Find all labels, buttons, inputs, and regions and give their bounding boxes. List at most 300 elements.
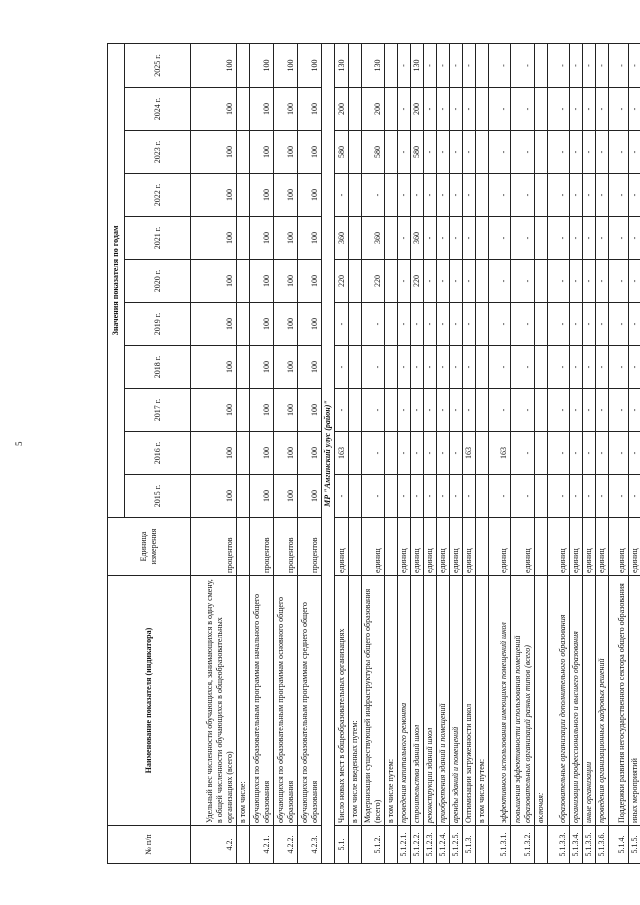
row-number: 5.1.2.3.: [424, 826, 437, 864]
header-year: 2018 г.: [125, 346, 191, 389]
row-value: 100: [250, 432, 274, 475]
row-value: -: [511, 43, 535, 87]
row-value: -: [583, 389, 596, 432]
row-value: 100: [191, 88, 237, 131]
row-value: 100: [250, 475, 274, 518]
row-value: -: [424, 260, 437, 303]
row-number: [476, 826, 489, 864]
row-value: [349, 131, 362, 174]
row-name: включая:: [535, 576, 548, 826]
header-year: 2023 г.: [125, 131, 191, 174]
row-name: повышения эффективности использования помещений образовательных организаций разных типов (всего): [511, 576, 535, 826]
row-value: [535, 43, 548, 87]
row-value: 130: [411, 43, 424, 87]
row-value: [237, 432, 250, 475]
row-value: -: [411, 174, 424, 217]
row-value: -: [335, 174, 349, 217]
row-unit: процентов: [298, 518, 322, 576]
row-value: 100: [274, 303, 298, 346]
row-number: 4.2.1.: [250, 826, 274, 864]
row-name: организации профессионального и высшего образования: [570, 576, 583, 826]
row-value: -: [570, 346, 583, 389]
row-value: [385, 174, 398, 217]
row-value: -: [362, 303, 385, 346]
row-value: -: [398, 346, 411, 389]
row-value: -: [463, 260, 476, 303]
table-body-part-a: [191, 43, 322, 863]
row-value: -: [548, 43, 570, 87]
row-unit: [535, 518, 548, 576]
row-value: -: [629, 88, 640, 131]
row-value: 100: [191, 217, 237, 260]
row-value: [476, 303, 489, 346]
row-value: -: [463, 174, 476, 217]
row-value: 100: [191, 303, 237, 346]
row-value: [476, 475, 489, 518]
row-value: 100: [298, 43, 322, 87]
row-unit: единиц: [398, 518, 411, 576]
row-value: 100: [298, 174, 322, 217]
row-value: [535, 432, 548, 475]
row-value: -: [489, 131, 511, 174]
row-value: -: [511, 303, 535, 346]
row-value: -: [511, 260, 535, 303]
row-value: -: [609, 432, 629, 475]
row-value: [237, 389, 250, 432]
row-value: [349, 217, 362, 260]
row-unit: единиц: [424, 518, 437, 576]
row-value: 220: [335, 260, 349, 303]
row-value: [476, 131, 489, 174]
row-number: 5.1.3.5.: [583, 826, 596, 864]
table-row: [274, 43, 298, 863]
row-value: 100: [250, 174, 274, 217]
row-value: [476, 174, 489, 217]
row-value: [237, 260, 250, 303]
row-value: 220: [362, 260, 385, 303]
row-unit: [476, 518, 489, 576]
row-number: 4.2.2.: [274, 826, 298, 864]
row-value: -: [437, 174, 450, 217]
row-value: 220: [411, 260, 424, 303]
row-value: 100: [298, 303, 322, 346]
row-value: 360: [362, 217, 385, 260]
row-value: -: [398, 131, 411, 174]
row-unit: [349, 518, 362, 576]
row-value: -: [437, 475, 450, 518]
row-unit: единиц: [411, 518, 424, 576]
row-name: иных мероприятий: [629, 576, 640, 826]
row-number: 5.1.5.: [629, 826, 640, 864]
row-value: [385, 346, 398, 389]
row-name: Удельный вес численности обучающихся, занимающихся в одну смену, в общей численности обучающихся в общеобразовательных организациях (всего): [191, 576, 237, 826]
table-row: [335, 43, 349, 863]
row-value: -: [548, 131, 570, 174]
row-value: -: [424, 346, 437, 389]
row-value: -: [583, 217, 596, 260]
row-value: -: [629, 303, 640, 346]
row-value: 100: [250, 389, 274, 432]
row-name: в том числе путем:: [385, 576, 398, 826]
table-row: [250, 43, 274, 863]
row-value: -: [411, 475, 424, 518]
row-value: -: [489, 260, 511, 303]
row-value: -: [583, 174, 596, 217]
row-value: [385, 432, 398, 475]
row-value: 100: [191, 346, 237, 389]
row-value: 163: [463, 432, 476, 475]
row-value: -: [398, 303, 411, 346]
row-name: в том числе введенных путем:: [349, 576, 362, 826]
row-name: приобретения зданий и помещений: [437, 576, 450, 826]
row-value: -: [596, 43, 609, 87]
row-value: -: [609, 88, 629, 131]
row-name: проведения капитального ремонта: [398, 576, 411, 826]
header-year: 2015 г.: [125, 475, 191, 518]
row-value: -: [489, 346, 511, 389]
row-unit: единиц: [583, 518, 596, 576]
row-value: [476, 432, 489, 475]
row-value: -: [548, 303, 570, 346]
header-year: 2019 г.: [125, 303, 191, 346]
row-unit: единиц: [629, 518, 640, 576]
row-value: [385, 131, 398, 174]
row-value: -: [548, 346, 570, 389]
table-row: [629, 43, 640, 863]
row-value: [476, 88, 489, 131]
header-year: 2022 г.: [125, 174, 191, 217]
row-value: -: [629, 346, 640, 389]
row-value: -: [362, 432, 385, 475]
row-unit: [237, 518, 250, 576]
row-value: [535, 303, 548, 346]
row-value: -: [629, 475, 640, 518]
row-value: [237, 88, 250, 131]
row-value: -: [596, 303, 609, 346]
header-num: № п/п: [108, 826, 191, 864]
header-year: 2024 г.: [125, 88, 191, 131]
row-name: Оптимизации загруженности школ: [463, 576, 476, 826]
row-value: -: [596, 389, 609, 432]
row-value: [349, 260, 362, 303]
row-unit: процентов: [250, 518, 274, 576]
row-value: -: [629, 174, 640, 217]
row-value: -: [450, 43, 463, 87]
row-number: 5.1.: [335, 826, 349, 864]
header-year: 2021 г.: [125, 217, 191, 260]
row-value: -: [489, 217, 511, 260]
row-value: 360: [411, 217, 424, 260]
row-value: -: [596, 174, 609, 217]
row-value: -: [570, 174, 583, 217]
header-year: 2020 г.: [125, 260, 191, 303]
row-value: 100: [191, 174, 237, 217]
row-value: -: [583, 43, 596, 87]
row-value: -: [548, 432, 570, 475]
row-value: -: [398, 217, 411, 260]
row-value: 100: [298, 389, 322, 432]
row-value: [237, 346, 250, 389]
row-value: -: [450, 88, 463, 131]
row-value: 100: [250, 303, 274, 346]
row-value: [237, 303, 250, 346]
row-value: -: [570, 475, 583, 518]
row-value: 100: [274, 432, 298, 475]
row-value: 100: [191, 432, 237, 475]
row-value: -: [511, 475, 535, 518]
row-value: [385, 475, 398, 518]
row-value: [476, 43, 489, 87]
row-value: [237, 43, 250, 87]
row-value: -: [437, 303, 450, 346]
row-value: 100: [274, 131, 298, 174]
row-value: -: [398, 88, 411, 131]
row-value: -: [450, 346, 463, 389]
row-value: -: [596, 346, 609, 389]
row-number: 4.2.3.: [298, 826, 322, 864]
row-value: 100: [250, 131, 274, 174]
row-value: -: [609, 475, 629, 518]
row-value: 130: [362, 43, 385, 87]
page-number: 5: [14, 441, 24, 446]
row-unit: единиц: [596, 518, 609, 576]
row-name: в том числе:: [237, 576, 250, 826]
row-value: 580: [411, 131, 424, 174]
row-value: 100: [191, 389, 237, 432]
row-unit: единиц: [489, 518, 511, 576]
row-value: -: [463, 475, 476, 518]
row-unit: единиц: [450, 518, 463, 576]
row-value: -: [596, 475, 609, 518]
row-unit: процентов: [274, 518, 298, 576]
row-value: -: [570, 88, 583, 131]
row-name: обучающихся по образовательным программам среднего общего образования: [298, 576, 322, 826]
row-value: [349, 303, 362, 346]
row-value: 100: [298, 217, 322, 260]
row-value: [237, 475, 250, 518]
row-value: [385, 88, 398, 131]
row-value: -: [570, 303, 583, 346]
row-value: -: [362, 346, 385, 389]
row-value: -: [424, 43, 437, 87]
row-value: -: [437, 43, 450, 87]
row-value: 100: [191, 475, 237, 518]
rotated-table-container: [107, 44, 639, 864]
row-number: 5.1.2.2.: [411, 826, 424, 864]
row-value: [349, 346, 362, 389]
row-value: -: [424, 432, 437, 475]
row-value: -: [489, 475, 511, 518]
row-value: -: [570, 260, 583, 303]
row-value: [237, 174, 250, 217]
row-value: -: [463, 346, 476, 389]
row-value: -: [398, 174, 411, 217]
row-value: -: [511, 217, 535, 260]
row-value: -: [570, 217, 583, 260]
row-value: [385, 43, 398, 87]
row-value: -: [489, 174, 511, 217]
row-value: -: [450, 217, 463, 260]
row-value: [349, 174, 362, 217]
row-value: 163: [335, 432, 349, 475]
row-number: 5.1.3.1.: [489, 826, 511, 864]
row-value: -: [609, 217, 629, 260]
row-value: -: [570, 131, 583, 174]
row-value: [535, 346, 548, 389]
table-row: [548, 43, 570, 863]
row-name: эффективного использования имеющихся помещений школ: [489, 576, 511, 826]
row-value: -: [596, 260, 609, 303]
row-unit: единиц: [570, 518, 583, 576]
table-row: [450, 43, 463, 863]
row-value: 163: [489, 432, 511, 475]
row-unit: единиц: [511, 518, 535, 576]
row-value: [476, 389, 489, 432]
table-row: [298, 43, 322, 863]
row-value: -: [450, 389, 463, 432]
row-value: -: [609, 260, 629, 303]
row-name: реконструкции зданий школ: [424, 576, 437, 826]
row-value: 130: [335, 43, 349, 87]
row-value: -: [450, 475, 463, 518]
row-value: -: [335, 389, 349, 432]
row-value: -: [463, 131, 476, 174]
row-value: -: [398, 260, 411, 303]
header-years-group: Значения показателя по годам: [108, 43, 125, 517]
table-row: [437, 43, 450, 863]
table-row: [362, 43, 385, 863]
row-value: [535, 260, 548, 303]
row-value: -: [424, 389, 437, 432]
row-value: -: [463, 389, 476, 432]
row-value: -: [437, 217, 450, 260]
table-row: [191, 43, 237, 863]
row-value: -: [629, 389, 640, 432]
row-value: [237, 217, 250, 260]
row-value: -: [411, 389, 424, 432]
row-value: -: [437, 260, 450, 303]
row-number: 5.1.2.4.: [437, 826, 450, 864]
row-value: -: [489, 389, 511, 432]
row-name: иные организации: [583, 576, 596, 826]
row-value: 100: [298, 432, 322, 475]
row-value: 360: [335, 217, 349, 260]
row-value: -: [424, 217, 437, 260]
row-value: 100: [250, 260, 274, 303]
row-number: [237, 826, 250, 864]
row-value: -: [583, 260, 596, 303]
row-value: -: [609, 303, 629, 346]
row-number: 5.1.3.3.: [548, 826, 570, 864]
row-value: -: [362, 174, 385, 217]
row-value: -: [548, 389, 570, 432]
row-value: 200: [411, 88, 424, 131]
row-value: -: [609, 131, 629, 174]
row-value: 100: [298, 475, 322, 518]
row-unit: единиц: [463, 518, 476, 576]
table-row: [424, 43, 437, 863]
row-name: аренды зданий и помещений: [450, 576, 463, 826]
row-value: -: [450, 260, 463, 303]
header-year: 2016 г.: [125, 432, 191, 475]
row-number: [349, 826, 362, 864]
row-value: -: [548, 88, 570, 131]
row-number: 4.2.: [191, 826, 237, 864]
row-name: проведения организационных кадровых решений: [596, 576, 609, 826]
row-value: 100: [191, 43, 237, 87]
row-value: -: [609, 389, 629, 432]
row-value: -: [450, 131, 463, 174]
rotated-sheet: [107, 44, 639, 864]
row-value: -: [437, 346, 450, 389]
table-row: [583, 43, 596, 863]
row-unit: единиц: [335, 518, 349, 576]
row-number: 5.1.3.4.: [570, 826, 583, 864]
row-value: -: [629, 43, 640, 87]
table-row: [476, 43, 489, 863]
row-value: -: [609, 346, 629, 389]
row-name: Число новых мест в общеобразовательных организациях: [335, 576, 349, 826]
row-value: -: [362, 475, 385, 518]
row-value: 100: [191, 260, 237, 303]
row-value: -: [596, 432, 609, 475]
row-value: 100: [298, 131, 322, 174]
row-value: -: [398, 43, 411, 87]
row-value: -: [463, 303, 476, 346]
row-value: 100: [274, 217, 298, 260]
row-value: [476, 346, 489, 389]
row-value: -: [424, 174, 437, 217]
row-value: -: [362, 389, 385, 432]
row-value: -: [629, 432, 640, 475]
row-name: обучающихся по образовательным программам начального общего образования: [250, 576, 274, 826]
row-number: [385, 826, 398, 864]
row-value: -: [450, 432, 463, 475]
row-value: [385, 303, 398, 346]
row-value: -: [450, 174, 463, 217]
row-value: 100: [274, 43, 298, 87]
row-value: 580: [335, 131, 349, 174]
table-row: [489, 43, 511, 863]
row-value: 100: [274, 174, 298, 217]
row-value: [535, 389, 548, 432]
row-value: -: [511, 131, 535, 174]
row-value: -: [437, 88, 450, 131]
row-unit: [385, 518, 398, 576]
row-value: -: [596, 88, 609, 131]
row-value: -: [511, 174, 535, 217]
table-row: [398, 43, 411, 863]
row-name: обучающихся по образовательным программам основного общего образования: [274, 576, 298, 826]
table-row: [511, 43, 535, 863]
row-value: -: [609, 43, 629, 87]
table-header: [108, 43, 191, 863]
table-row: [349, 43, 362, 863]
row-value: 100: [298, 346, 322, 389]
section-title: МР "Амгинский улус (район)": [322, 43, 335, 863]
row-value: 100: [274, 88, 298, 131]
table-row: [609, 43, 629, 863]
table-row: [570, 43, 583, 863]
row-value: 100: [298, 88, 322, 131]
row-value: -: [411, 346, 424, 389]
header-unit: Единица измерения: [108, 518, 191, 576]
row-value: -: [489, 303, 511, 346]
row-number: 5.1.4.: [609, 826, 629, 864]
row-value: 100: [250, 217, 274, 260]
row-value: [476, 260, 489, 303]
row-value: 100: [298, 260, 322, 303]
